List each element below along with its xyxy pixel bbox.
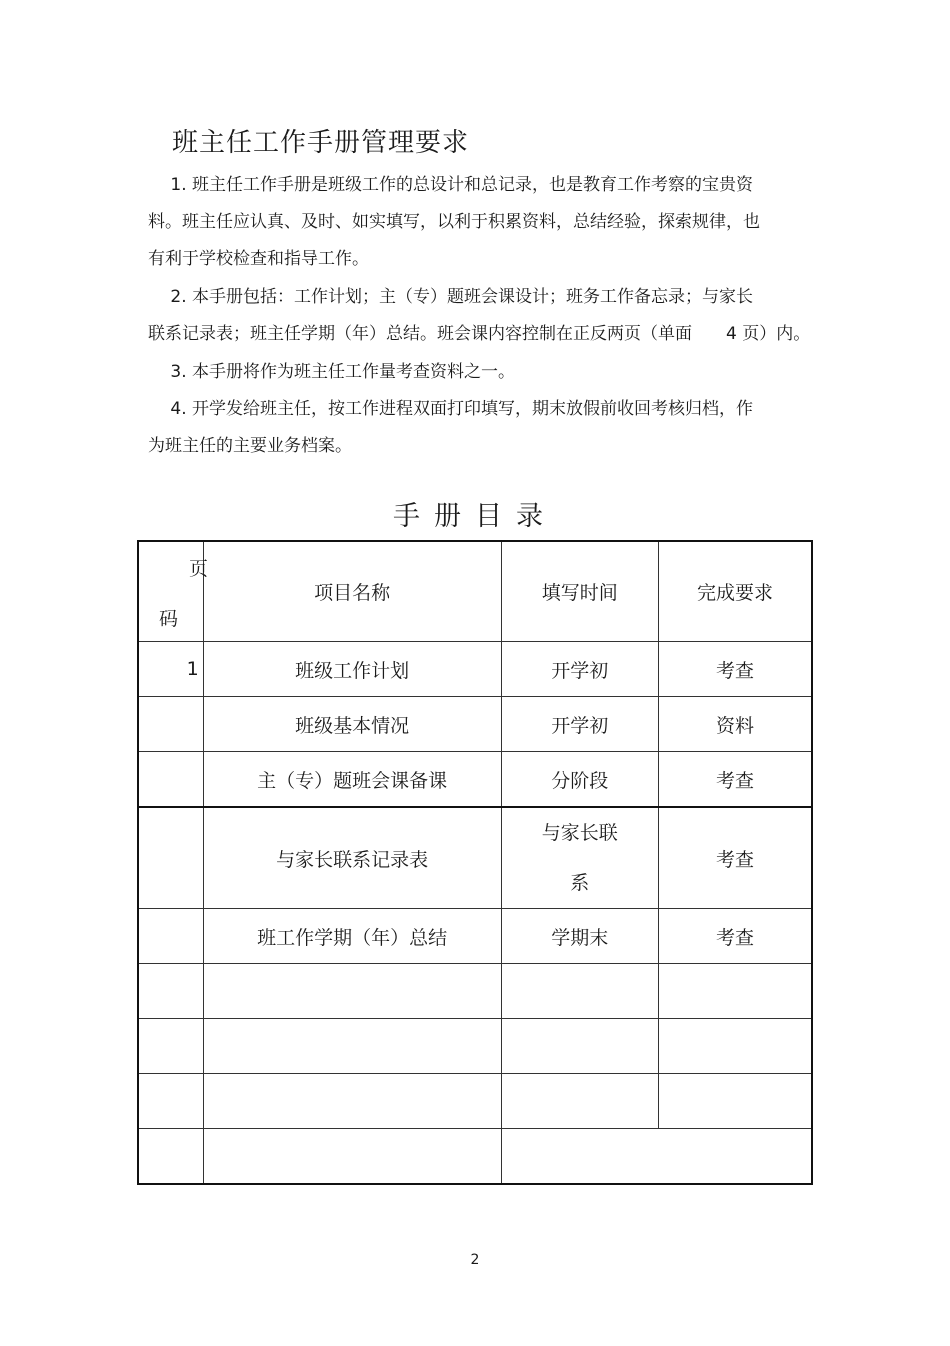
row-time-line: 与家长联 [541,822,618,844]
row-time [501,807,658,909]
header-page-bottom: 码 [159,608,179,630]
row-requirement: 考查 [659,807,812,909]
row-page [138,752,203,808]
row-requirement: 资料 [659,697,812,752]
row-requirement: 考查 [659,909,812,964]
row-name: 与家长联系记录表 [203,807,501,909]
empty-row [138,1129,812,1185]
header-page-top: 页 [189,558,209,580]
row-requirement: 考查 [659,642,812,697]
row-page [138,697,203,752]
paragraph-line: 3. 本手册将作为班主任工作量考查资料之一。 [148,362,516,382]
paragraph-4 [148,391,848,465]
row-time: 开学初 [501,697,658,752]
paragraph-line: 有利于学校检查和指导工作。 [148,249,369,269]
row-page: 1 [138,642,203,697]
page-number: 2 [470,1252,480,1268]
header-name: 项目名称 [203,541,501,642]
row-time: 学期末 [501,909,658,964]
table-row [138,807,812,909]
header-time: 填写时间 [501,541,658,642]
empty-row [138,964,812,1019]
empty-row [138,1019,812,1074]
table-row [138,909,812,964]
row-name: 班级工作计划 [203,642,501,697]
table-row [138,752,812,808]
row-page [138,909,203,964]
row-time-line: 系 [570,872,590,894]
paragraph-3 [148,354,848,391]
paragraph-2 [148,279,848,353]
header-page-cell [138,541,209,642]
table-row [138,642,812,697]
toc-title: 手册目录 [393,501,557,532]
table-header-row [138,541,812,642]
row-name: 班级基本情况 [203,697,501,752]
header-requirement: 完成要求 [659,541,812,642]
toc-table [137,540,813,1185]
table-row [138,697,812,752]
paragraph-line: 为班主任的主要业务档案。 [148,436,352,456]
row-page [138,807,203,909]
paragraph-line: 1. 班主任工作手册是班级工作的总设计和总记录，也是教育工作考察的宝贵资 [148,175,754,195]
page-title: 班主任工作手册管理要求 [172,128,470,158]
paragraph-line: 2. 本手册包括：工作计划；主（专）题班会课设计；班务工作备忘录；与家长 [148,287,754,307]
row-time: 分阶段 [501,752,658,808]
row-requirement: 考查 [659,752,812,808]
paragraph-1 [148,167,848,278]
paragraph-line: 联系记录表；班主任学期（年）总结。班会课内容控制在正反两页（单面 4 页）内。 [148,324,811,344]
empty-row [138,1074,812,1129]
row-time: 开学初 [501,642,658,697]
paragraph-line: 料。班主任应认真、及时、如实填写，以利于积累资料，总结经验，探索规律，也 [148,212,760,232]
row-name: 主（专）题班会课备课 [203,752,501,808]
row-name: 班工作学期（年）总结 [203,909,501,964]
paragraph-line: 4. 开学发给班主任，按工作进程双面打印填写，期末放假前收回考核归档，作 [148,399,754,419]
